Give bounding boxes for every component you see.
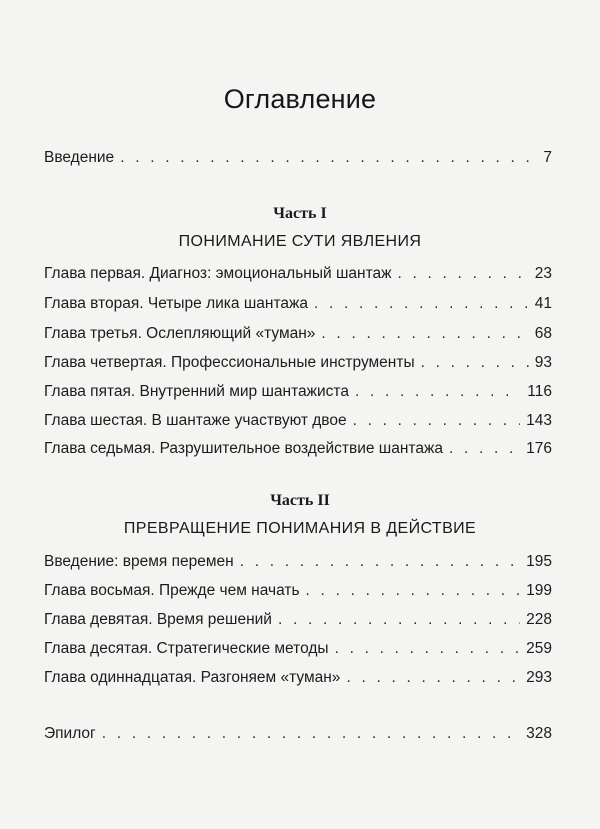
part-1-title: ПОНИМАНИЕ СУТИ ЯВЛЕНИЯ bbox=[178, 233, 422, 250]
dot-leader bbox=[321, 322, 528, 346]
dot-leader bbox=[421, 351, 529, 375]
toc-entry[interactable] bbox=[44, 608, 552, 632]
toc-entry-page: 93 bbox=[534, 354, 552, 371]
toc-entry[interactable] bbox=[44, 322, 552, 346]
toc-entry-label: Глава четвертая. Профессиональные инструменты bbox=[44, 354, 415, 371]
toc-entry-label: Введение bbox=[44, 149, 115, 166]
toc-entry-label: Глава пятая. Внутренний мир шантажиста bbox=[44, 383, 349, 400]
toc-entry-page: 199 bbox=[526, 582, 552, 599]
toc-entry-page: 328 bbox=[526, 725, 552, 742]
toc-entry-epilogue[interactable] bbox=[44, 722, 552, 746]
toc-entry-label: Глава вторая. Четыре лика шантажа bbox=[44, 295, 308, 312]
dot-leader bbox=[306, 579, 521, 603]
toc-entry-label: Введение: время перемен bbox=[44, 553, 234, 570]
toc-entry-label: Глава десятая. Стратегические методы bbox=[44, 640, 329, 657]
part-2-title: ПРЕВРАЩЕНИЕ ПОНИМАНИЯ В ДЕЙСТВИЕ bbox=[123, 520, 477, 537]
toc-entry-label: Глава первая. Диагноз: эмоциональный шантаж bbox=[44, 265, 392, 282]
toc-entry[interactable] bbox=[44, 351, 552, 375]
dot-leader bbox=[120, 146, 537, 170]
toc-entry-page: 7 bbox=[543, 149, 552, 166]
dot-leader bbox=[398, 262, 529, 286]
dot-leader bbox=[314, 292, 529, 316]
toc-entry-page: 68 bbox=[534, 325, 552, 342]
toc-entry-page: 228 bbox=[526, 611, 552, 628]
dot-leader bbox=[335, 637, 521, 661]
toc-entry[interactable] bbox=[44, 380, 552, 404]
toc-entry-page: 259 bbox=[526, 640, 552, 657]
toc-entry[interactable] bbox=[44, 666, 552, 690]
toc-entry-page: 195 bbox=[526, 553, 552, 570]
dot-leader bbox=[102, 722, 520, 746]
toc-entry-intro[interactable] bbox=[44, 146, 552, 170]
toc-entry-label: Глава третья. Ослепляющий «туман» bbox=[44, 325, 316, 342]
dot-leader bbox=[449, 437, 520, 461]
page-title: Оглавление bbox=[223, 84, 377, 114]
toc-entry-page: 116 bbox=[527, 383, 552, 400]
toc-entry-page: 23 bbox=[534, 265, 552, 282]
toc-entry[interactable] bbox=[44, 437, 552, 461]
toc-entry-label: Глава восьмая. Прежде чем начать bbox=[44, 582, 300, 599]
dot-leader bbox=[240, 550, 520, 574]
toc-entry[interactable] bbox=[44, 637, 552, 661]
toc-entry-page: 41 bbox=[534, 295, 552, 312]
toc-entry[interactable] bbox=[44, 550, 552, 574]
toc-entry-label: Глава девятая. Время решений bbox=[44, 611, 272, 628]
toc-entry-label: Глава шестая. В шантаже участвуют двое bbox=[44, 412, 347, 429]
toc-entry-page: 143 bbox=[526, 412, 552, 429]
toc-entry[interactable] bbox=[44, 579, 552, 603]
part-1-label: Часть I bbox=[273, 205, 327, 222]
toc-entry-page: 293 bbox=[526, 669, 552, 686]
dot-leader bbox=[355, 380, 521, 404]
toc-entry-label: Глава одиннадцатая. Разгоняем «туман» bbox=[44, 669, 341, 686]
dot-leader bbox=[346, 666, 520, 690]
toc-entry[interactable] bbox=[44, 292, 552, 316]
dot-leader bbox=[278, 608, 520, 632]
part-2-label: Часть II bbox=[270, 492, 330, 509]
toc-entry-label: Эпилог bbox=[44, 725, 96, 742]
dot-leader bbox=[353, 409, 521, 433]
toc-entry[interactable] bbox=[44, 262, 552, 286]
toc-entry-label: Глава седьмая. Разрушительное воздействие шантажа bbox=[44, 440, 443, 457]
toc-entry[interactable] bbox=[44, 409, 552, 433]
toc-entry-page: 176 bbox=[526, 440, 552, 457]
